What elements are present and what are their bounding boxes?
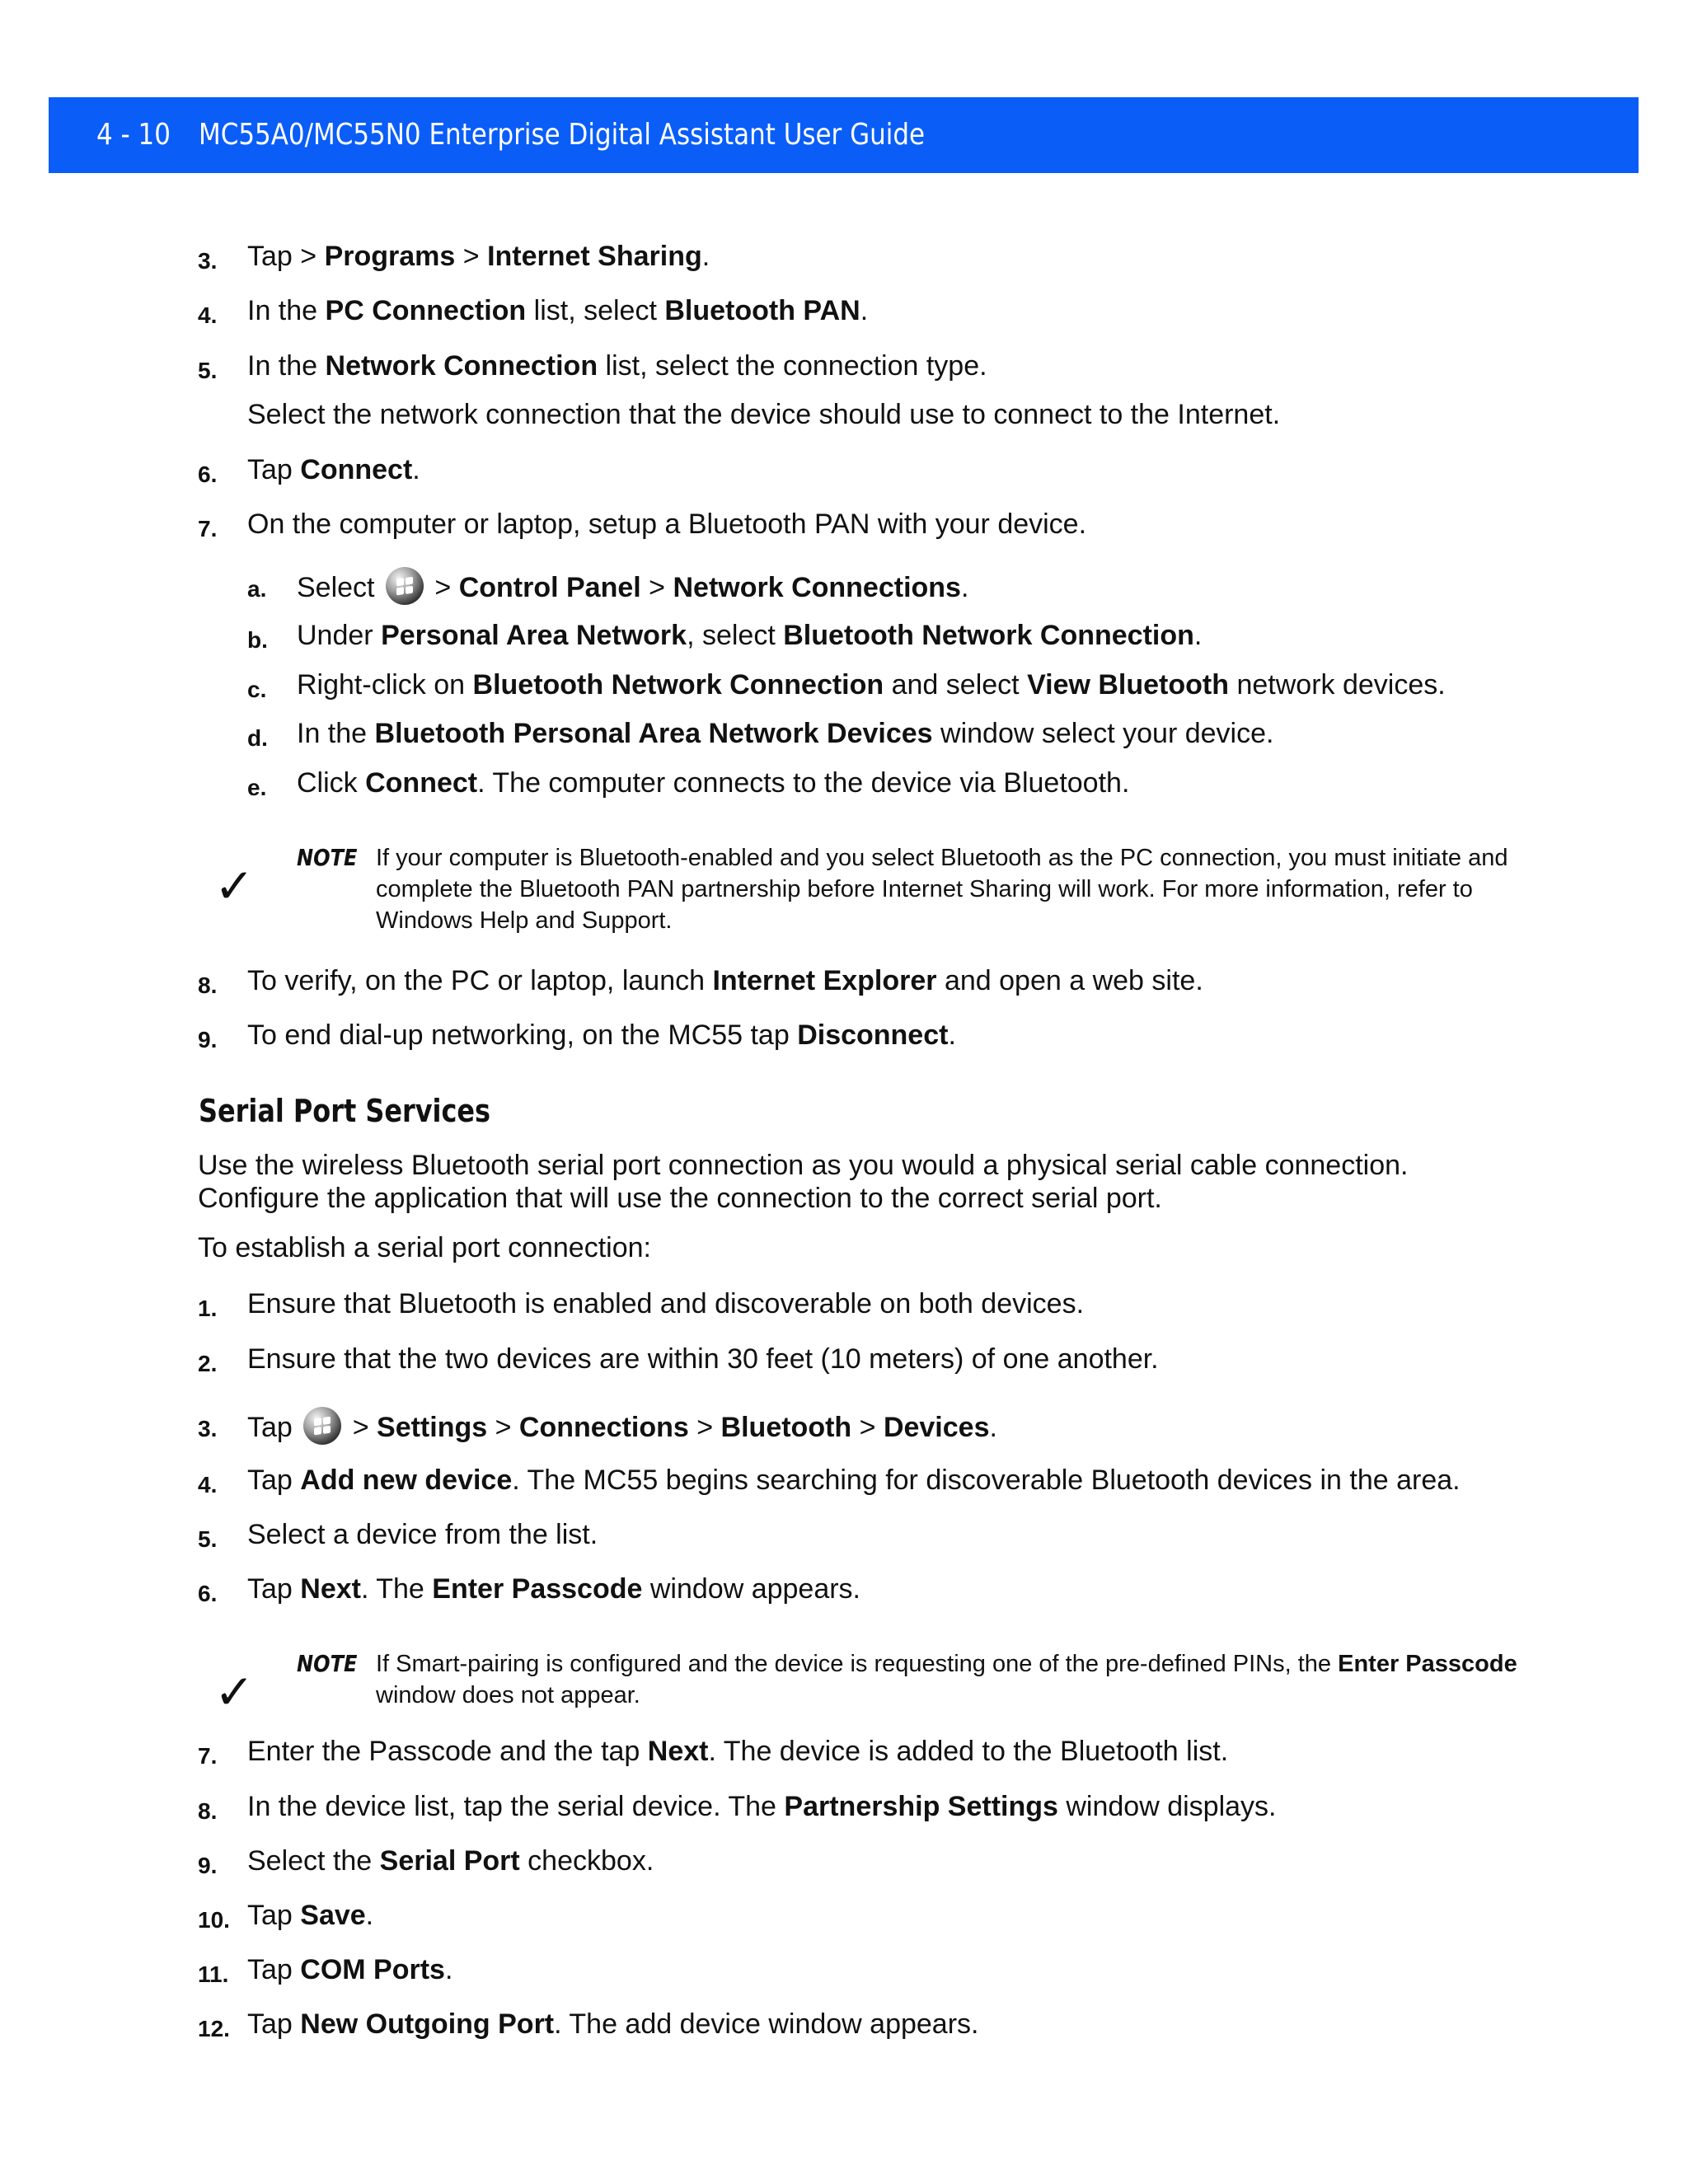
step-text: Right-click on Bluetooth Network Connection and select View Bluetooth network devices.: [297, 669, 1446, 701]
step-text: Tap New Outgoing Port. The add device window appears.: [247, 2008, 979, 2040]
step-number: 10.: [198, 1907, 230, 1933]
step-number: 3.: [198, 248, 218, 274]
step-text: Tap Add new device. The MC55 begins searching for discoverable Bluetooth devices in the area.: [247, 1465, 1461, 1496]
step-text: Tap Connect.: [247, 454, 420, 485]
step-number: 6.: [198, 462, 218, 487]
section-heading: Serial Port Services: [199, 1093, 491, 1129]
step-text: In the PC Connection list, select Bluetooth PAN.: [247, 295, 869, 326]
step-number: 4.: [198, 1472, 218, 1497]
step-text: Enter the Passcode and the tap Next. The device is added to the Bluetooth list.: [247, 1736, 1229, 1767]
note-text: If Smart-pairing is configured and the device is requesting one of the pre-defined PINs, the Enter Passcode window does not appear.: [376, 1651, 1517, 1708]
step-text: Select > Control Panel > Network Connections.: [297, 567, 968, 605]
step-text: Tap COM Ports.: [247, 1954, 453, 1985]
step-number: e.: [247, 775, 267, 800]
step-text: To verify, on the PC or laptop, launch Internet Explorer and open a web site.: [247, 965, 1203, 996]
step-text: Select the network connection that the device should use to connect to the Internet.: [247, 399, 1281, 430]
step-number: 9.: [198, 1853, 218, 1878]
guide-title: MC55A0/MC55N0 Enterprise Digital Assistant User Guide: [199, 118, 926, 152]
step-number: a.: [247, 576, 267, 602]
step-text: Tap > Programs > Internet Sharing.: [247, 241, 710, 272]
step-text: Tap Save.: [247, 1900, 374, 1931]
step-number: 1.: [198, 1296, 218, 1321]
step-text: In the Bluetooth Personal Area Network Devices window select your device.: [297, 718, 1274, 749]
windows-start-icon: [303, 1407, 341, 1445]
step-number: 8.: [198, 972, 218, 998]
step-number: 6.: [198, 1581, 218, 1606]
step-text: In the device list, tap the serial device. The Partnership Settings window displays.: [247, 1791, 1277, 1822]
step-text: Under Personal Area Network, select Bluetooth Network Connection.: [297, 620, 1203, 651]
step-text: Tap Next. The Enter Passcode window appears.: [247, 1573, 861, 1605]
note-label: NOTE: [297, 1650, 358, 1677]
step-number: 9.: [198, 1027, 218, 1052]
windows-start-icon: [386, 567, 424, 605]
step-text: Click Connect. The computer connects to the device via Bluetooth.: [297, 767, 1130, 799]
lead-paragraph: To establish a serial port connection:: [198, 1232, 651, 1263]
note-text: If your computer is Bluetooth-enabled and you select Bluetooth as the PC connection, you must initiate and complete the Bluetooth PAN partnership before Internet Sharing will work. For more information, refer to Windows Help and Support.: [376, 845, 1508, 934]
checkmark-icon: ✓: [214, 858, 255, 914]
step-text: Ensure that Bluetooth is enabled and discoverable on both devices.: [247, 1288, 1085, 1319]
step-number: 4.: [198, 302, 218, 328]
step-number: 12.: [198, 2016, 230, 2041]
step-text: Select a device from the list.: [247, 1519, 598, 1550]
step-number: 8.: [198, 1798, 218, 1824]
step-number: 3.: [198, 1416, 218, 1441]
step-number: 2.: [198, 1351, 218, 1376]
checkmark-icon: ✓: [214, 1664, 255, 1720]
step-number: c.: [247, 677, 267, 702]
step-number: d.: [247, 725, 268, 751]
intro-paragraph: Use the wireless Bluetooth serial port connection as you would a physical serial cable connection. Configure the application that will use the connection to the correct serial port.: [198, 1150, 1409, 1214]
step-number: b.: [247, 627, 268, 653]
step-text: Tap > Settings > Connections > Bluetooth > Devices.: [247, 1407, 997, 1445]
step-number: 7.: [198, 1743, 218, 1769]
step-text: To end dial-up networking, on the MC55 tap Disconnect.: [247, 1019, 956, 1051]
step-number: 5.: [198, 358, 218, 383]
step-text: Select the Serial Port checkbox.: [247, 1845, 654, 1877]
step-text: Ensure that the two devices are within 30 feet (10 meters) of one another.: [247, 1343, 1159, 1375]
step-number: 11.: [198, 1961, 229, 1987]
step-number: 5.: [198, 1526, 218, 1552]
step-text: In the Network Connection list, select the connection type.: [247, 350, 987, 382]
page-header: [49, 97, 1639, 173]
step-number: 7.: [198, 516, 218, 541]
note-label: NOTE: [297, 844, 358, 871]
step-text: On the computer or laptop, setup a Bluetooth PAN with your device.: [247, 509, 1087, 540]
page-number: 4 - 10: [96, 118, 171, 152]
